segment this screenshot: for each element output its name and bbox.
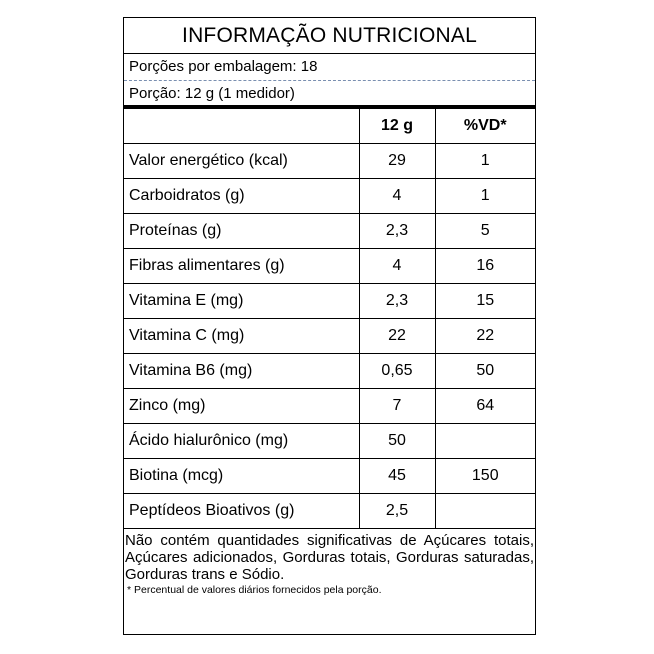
nutrient-amount: 0,65 — [359, 354, 435, 389]
table-row — [124, 284, 535, 319]
nutrient-name: Vitamina E (mg) — [124, 284, 359, 319]
table-row — [124, 389, 535, 424]
footnote: * Percentual de valores diários fornecidos pela porção. — [127, 584, 382, 596]
nutrient-name: Biotina (mcg) — [124, 459, 359, 494]
table-row — [124, 249, 535, 284]
nutrient-name: Peptídeos Bioativos (g) — [124, 494, 359, 529]
nutrient-dv: 64 — [435, 389, 535, 424]
header-amount-cell: 12 g — [359, 109, 435, 144]
footer-statement: Não contém quantidades significativas de Açúcares totais, Açúcares adicionados, Gorduras totais, Gorduras saturadas, Gorduras trans e Sódio. — [125, 532, 534, 583]
nutrient-name: Carboidratos (g) — [124, 179, 359, 214]
header-dv-cell: %VD* — [435, 109, 535, 144]
table-header-row — [124, 109, 535, 144]
nutrient-name: Fibras alimentares (g) — [124, 249, 359, 284]
nutrient-name: Proteínas (g) — [124, 214, 359, 249]
nutrient-amount: 2,5 — [359, 494, 435, 529]
nutrient-name: Vitamina B6 (mg) — [124, 354, 359, 389]
nutrient-dv — [435, 424, 535, 459]
nutrient-dv: 150 — [435, 459, 535, 494]
nutrient-dv: 16 — [435, 249, 535, 284]
table-row — [124, 179, 535, 214]
nutrient-dv — [435, 494, 535, 529]
nutrient-amount: 4 — [359, 179, 435, 214]
table-row — [124, 214, 535, 249]
table-row — [124, 459, 535, 494]
nutrient-dv: 15 — [435, 284, 535, 319]
nutrient-dv: 1 — [435, 144, 535, 179]
table-row — [124, 354, 535, 389]
nutrient-name: Valor energético (kcal) — [124, 144, 359, 179]
nutrient-dv: 5 — [435, 214, 535, 249]
nutrient-dv: 22 — [435, 319, 535, 354]
nutrient-name: Zinco (mg) — [124, 389, 359, 424]
nutrient-amount: 29 — [359, 144, 435, 179]
nutrient-amount: 7 — [359, 389, 435, 424]
nutrient-dv: 1 — [435, 179, 535, 214]
serving-size: Porção: 12 g (1 medidor) — [124, 81, 535, 109]
nutrient-dv: 50 — [435, 354, 535, 389]
nutrient-name: Ácido hialurônico (mg) — [124, 424, 359, 459]
table-row — [124, 319, 535, 354]
label-title: INFORMAÇÃO NUTRICIONAL — [124, 18, 535, 54]
nutrient-amount: 2,3 — [359, 214, 435, 249]
nutrient-amount: 4 — [359, 249, 435, 284]
nutrient-amount: 22 — [359, 319, 435, 354]
table-row — [124, 144, 535, 179]
nutrient-amount: 2,3 — [359, 284, 435, 319]
nutrient-amount: 45 — [359, 459, 435, 494]
nutrient-name: Vitamina C (mg) — [124, 319, 359, 354]
table-row — [124, 424, 535, 459]
header-name-cell — [124, 109, 359, 144]
nutrient-amount: 50 — [359, 424, 435, 459]
servings-per-package: Porções por embalagem: 18 — [124, 54, 535, 81]
nutrition-facts-label — [123, 17, 536, 635]
table-row — [124, 494, 535, 529]
nutrition-table — [124, 109, 535, 529]
